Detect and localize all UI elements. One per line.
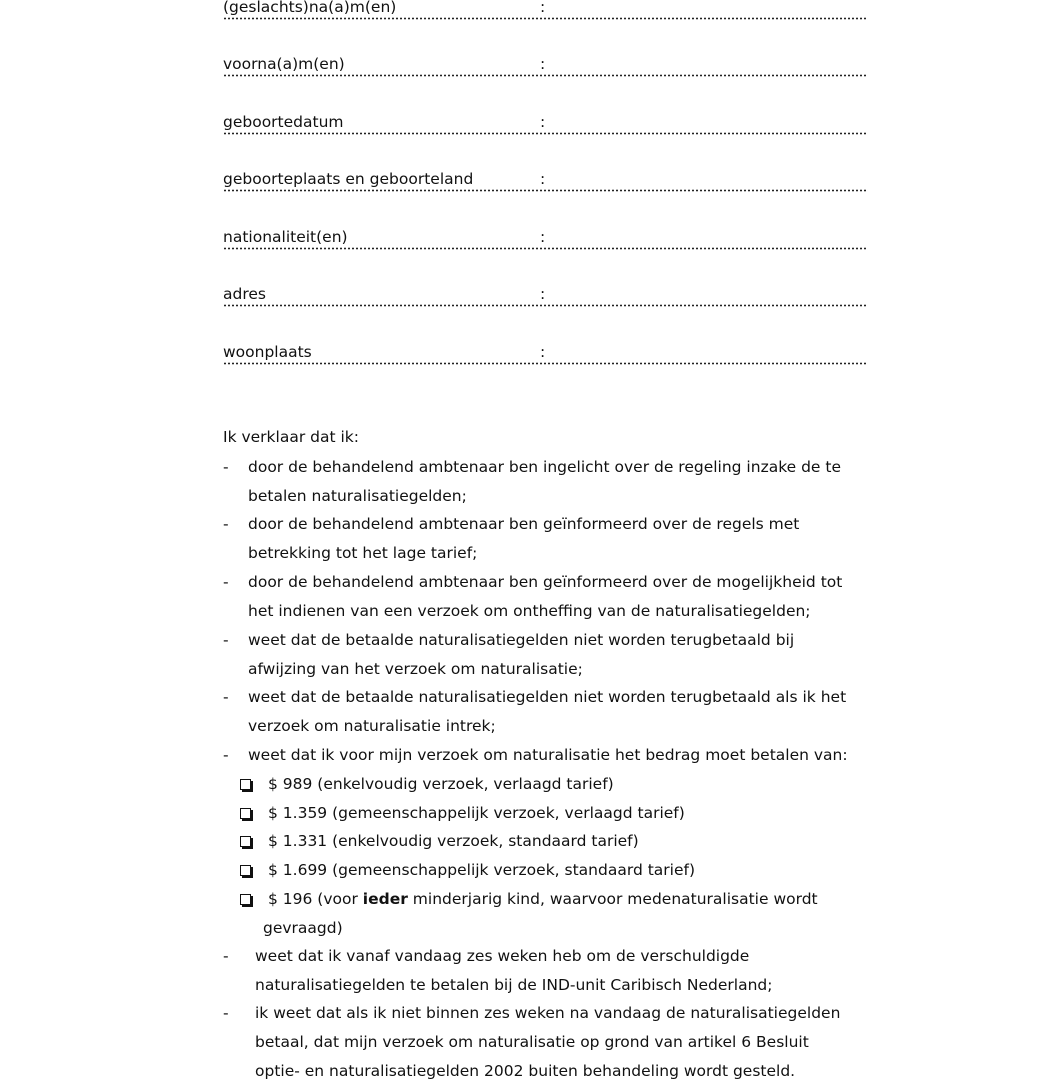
list-dash: - xyxy=(223,573,229,591)
fee-option-label: $ 196 (voor ieder minderjarig kind, waarvoor medenaturalisatie wordt xyxy=(268,890,818,908)
dotted-input-line[interactable] xyxy=(223,362,866,365)
field-colon: : xyxy=(540,113,546,131)
dotted-input-line[interactable] xyxy=(223,304,866,307)
list-dash: - xyxy=(223,746,229,764)
item-line: het indienen van een verzoek om ontheffing van de naturalisatiegelden; xyxy=(248,602,811,620)
field-colon: : xyxy=(540,343,546,361)
dotted-input-line[interactable] xyxy=(223,189,866,192)
declaration-intro: Ik verklaar dat ik: xyxy=(223,428,359,446)
item-line: ik weet dat als ik niet binnen zes weken na vandaag de naturalisatiegelden xyxy=(255,1004,841,1022)
list-dash: - xyxy=(223,947,229,965)
list-dash: - xyxy=(223,1004,229,1022)
field-label: nationaliteit(en) xyxy=(223,228,348,246)
dotted-input-line[interactable] xyxy=(223,17,866,20)
field-label: (geslachts)na(a)m(en) xyxy=(223,0,397,16)
item-line: verzoek om naturalisatie intrek; xyxy=(248,717,496,735)
dotted-input-line[interactable] xyxy=(223,132,866,135)
fee-option-label-continued: gevraagd) xyxy=(263,919,343,937)
checkbox-icon[interactable] xyxy=(240,779,251,790)
list-dash: - xyxy=(223,515,229,533)
item-line: betalen naturalisatiegelden; xyxy=(248,487,467,505)
item-line: weet dat ik vanaf vandaag zes weken heb om de verschuldigde xyxy=(255,947,750,965)
field-colon: : xyxy=(540,228,546,246)
field-colon: : xyxy=(540,170,546,188)
field-label: voorna(a)m(en) xyxy=(223,55,345,73)
item-line: weet dat de betaalde naturalisatiegelden niet worden terugbetaald bij xyxy=(248,631,795,649)
field-label: adres xyxy=(223,285,266,303)
item-line: naturalisatiegelden te betalen bij de IND-unit Caribisch Nederland; xyxy=(255,976,773,994)
emphasis-text: ieder xyxy=(362,890,408,908)
item-line: door de behandelend ambtenaar ben geïnformeerd over de mogelijkheid tot xyxy=(248,573,843,591)
list-dash: - xyxy=(223,458,229,476)
checkbox-icon[interactable] xyxy=(240,865,251,876)
item-line: betrekking tot het lage tarief; xyxy=(248,544,478,562)
fee-option-label: $ 1.331 (enkelvoudig verzoek, standaard tarief) xyxy=(268,832,639,850)
list-dash: - xyxy=(223,631,229,649)
field-label: woonplaats xyxy=(223,343,312,361)
field-label: geboorteplaats en geboorteland xyxy=(223,170,474,188)
checkbox-icon[interactable] xyxy=(240,894,251,905)
field-label: geboortedatum xyxy=(223,113,344,131)
fee-option-label: $ 989 (enkelvoudig verzoek, verlaagd tarief) xyxy=(268,775,614,793)
field-colon: : xyxy=(540,55,546,73)
item-line: door de behandelend ambtenaar ben ingelicht over de regeling inzake de te xyxy=(248,458,842,476)
item-line: afwijzing van het verzoek om naturalisatie; xyxy=(248,660,583,678)
dotted-input-line[interactable] xyxy=(223,247,866,250)
item-line: weet dat ik voor mijn verzoek om naturalisatie het bedrag moet betalen van: xyxy=(248,746,848,764)
item-line: optie- en naturalisatiegelden 2002 buiten behandeling wordt gesteld. xyxy=(255,1062,796,1080)
checkbox-icon[interactable] xyxy=(240,836,251,847)
item-line: door de behandelend ambtenaar ben geïnformeerd over de regels met xyxy=(248,515,800,533)
item-line: betaal, dat mijn verzoek om naturalisatie op grond van artikel 6 Besluit xyxy=(255,1033,809,1051)
fee-option-label: $ 1.699 (gemeenschappelijk verzoek, standaard tarief) xyxy=(268,861,695,879)
dotted-input-line[interactable] xyxy=(223,74,866,77)
fee-option-label: $ 1.359 (gemeenschappelijk verzoek, verlaagd tarief) xyxy=(268,804,685,822)
item-line: weet dat de betaalde naturalisatiegelden niet worden terugbetaald als ik het xyxy=(248,688,847,706)
field-colon: : xyxy=(540,285,546,303)
field-colon: : xyxy=(540,0,546,16)
checkbox-icon[interactable] xyxy=(240,808,251,819)
list-dash: - xyxy=(223,688,229,706)
